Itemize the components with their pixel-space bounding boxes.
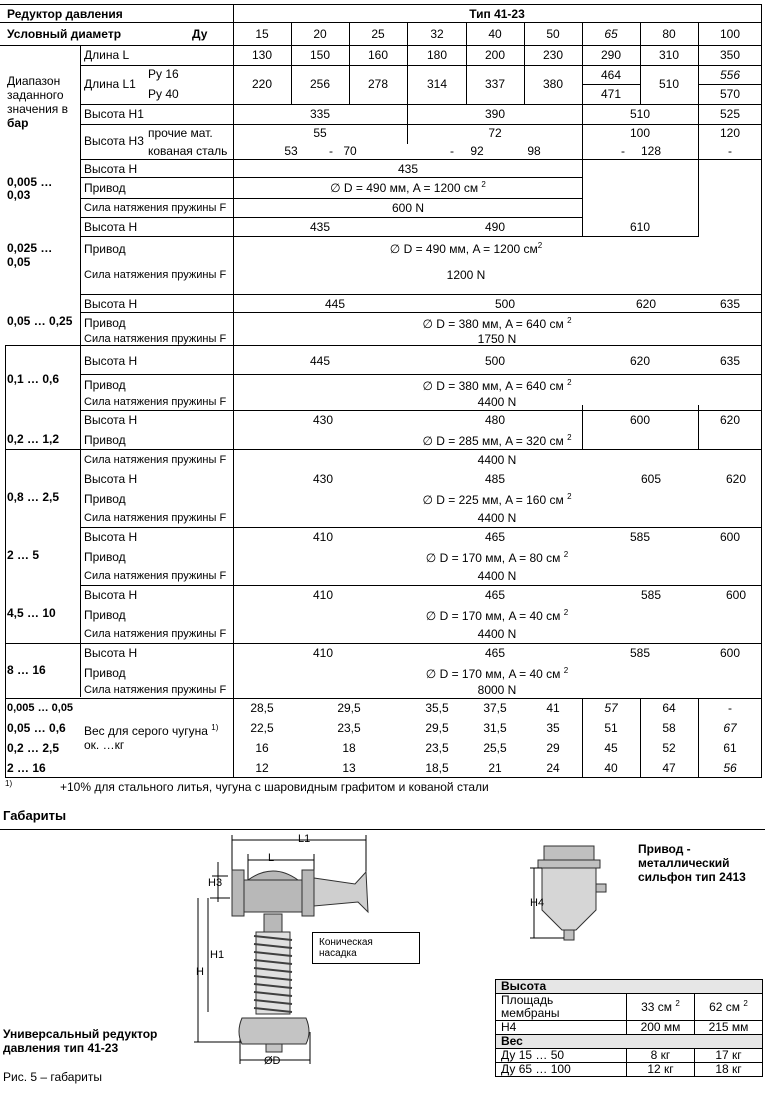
dn-cell: 15 <box>255 27 269 41</box>
range-value: 4,5 … 10 <box>7 606 56 620</box>
weight-cell: 12 <box>255 761 269 775</box>
weight-cell: 18,5 <box>425 761 449 775</box>
height-cell: 620 <box>629 354 651 368</box>
length-cell: 256 <box>309 77 331 91</box>
length-cell: 380 <box>542 77 564 91</box>
grid-line <box>5 345 6 777</box>
height-cell: 635 <box>719 354 741 368</box>
table-header: Вес <box>496 1035 763 1049</box>
table-cell: Площадь мембраны <box>496 994 627 1021</box>
grid-line <box>582 405 583 449</box>
weight-unit-label: ок. …кг <box>84 738 125 752</box>
spring-force-value: 8000 N <box>477 683 517 697</box>
height-h-label: Высота H <box>84 162 138 176</box>
height-cell: 92 <box>470 144 484 158</box>
range-value: 0,03 <box>7 188 31 202</box>
height-cell: 480 <box>484 413 506 427</box>
dim-l-label: L <box>268 852 275 864</box>
drive-label: Привод <box>84 433 126 447</box>
table-cell: Ду 65 … 100 <box>496 1063 627 1077</box>
length-l-label: Длина L <box>84 48 130 62</box>
weight-cell: 31,5 <box>483 721 507 735</box>
spring-force-value: 600 N <box>391 201 425 215</box>
spring-force-label: Сила натяжения пружины F <box>84 269 227 281</box>
dim-l1-label: L1 <box>298 833 311 845</box>
drive-value: ∅ D = 170 мм, A = 40 см $^2$ <box>425 608 569 623</box>
height-cell: - <box>329 144 333 158</box>
grid-line <box>80 217 583 218</box>
table-cell: 200 мм <box>627 1021 695 1035</box>
height-h-label: Высота H <box>84 646 138 660</box>
dn-cell: 32 <box>430 27 444 41</box>
weight-cell: 52 <box>662 741 676 755</box>
drive-value: ∅ D = 490 мм, A = 1200 $см^2$ <box>389 241 543 256</box>
grid-line <box>80 410 762 411</box>
grid-line <box>698 84 762 85</box>
weight-cell: 25,5 <box>483 741 507 755</box>
height-cell: 620 <box>719 413 741 427</box>
height-cell: 120 <box>719 126 741 140</box>
length-cell: 150 <box>309 48 331 62</box>
height-cell: 485 <box>484 472 506 486</box>
weight-cell: 56 <box>723 761 737 775</box>
range-label: Диапазон <box>7 74 61 88</box>
bellows-spec-table <box>495 979 763 1077</box>
table-cell: 18 кг <box>695 1063 763 1077</box>
grid-line <box>80 65 762 66</box>
weight-cell: 40 <box>604 761 618 775</box>
drive-value: ∅ D = 490 мм, A = 1200 см $^2$ <box>330 180 486 195</box>
type-label: Тип 41-23 <box>469 7 525 21</box>
weight-cell: 22,5 <box>250 721 274 735</box>
dn-cell: 25 <box>371 27 385 41</box>
height-cell: 430 <box>312 413 334 427</box>
weight-range: 0,005 … 0,05 <box>7 702 74 714</box>
length-cell: 570 <box>719 87 741 101</box>
spring-force-label: Сила натяжения пружины F <box>84 333 227 345</box>
grid-line <box>80 312 762 313</box>
height-cell: 445 <box>309 354 331 368</box>
height-cell: 70 <box>343 144 357 158</box>
weight-cell: 28,5 <box>250 701 274 715</box>
weight-cell: - <box>728 701 732 715</box>
grid-line <box>582 84 640 85</box>
height-cell: - <box>450 144 454 158</box>
grid-line <box>80 198 583 199</box>
grid-line <box>80 45 81 697</box>
grid-line <box>466 22 467 104</box>
dim-h1-label: H1 <box>210 949 225 961</box>
height-cell: 635 <box>719 297 741 311</box>
grid-line <box>640 22 641 104</box>
table-cell: Ду 15 … 50 <box>496 1049 627 1063</box>
height-cell: 335 <box>309 107 331 121</box>
height-cell: 128 <box>640 144 662 158</box>
length-cell: 471 <box>600 87 622 101</box>
range-value: 0,8 … 2,5 <box>7 490 60 504</box>
grid-line <box>80 104 762 105</box>
grid-line <box>5 449 762 450</box>
height-cell: 585 <box>629 530 651 544</box>
weight-cell: 13 <box>342 761 356 775</box>
height-h-label: Высота H <box>84 530 138 544</box>
length-l1-label: Длина L1 <box>84 77 136 91</box>
drive-label: Привод <box>84 550 126 564</box>
length-cell: 350 <box>719 48 741 62</box>
bellows-title: Привод - <box>638 842 691 856</box>
height-h3-label: Высота H3 <box>84 134 144 148</box>
h3-other-label: прочие мат. <box>148 126 213 140</box>
length-cell: 278 <box>367 77 389 91</box>
weight-cell: 24 <box>546 761 560 775</box>
length-cell: 314 <box>426 77 448 91</box>
dn-cell: 80 <box>662 27 676 41</box>
weight-range: 0,05 … 0,6 <box>7 721 66 735</box>
weight-label: Вес для серого чугуна $^{1)}$ <box>84 723 219 738</box>
range-value: 0,005 … <box>7 175 53 189</box>
range-value: 8 … 16 <box>7 663 46 677</box>
grid-line <box>0 4 762 5</box>
range-value: 2 … 5 <box>7 548 40 562</box>
weight-range: 2 … 16 <box>7 761 46 775</box>
bellows-title: сильфон тип 2413 <box>638 870 746 884</box>
du-label: Ду <box>192 27 208 41</box>
weight-cell: 29,5 <box>425 721 449 735</box>
grid-line <box>582 698 583 777</box>
height-cell: 72 <box>488 126 502 140</box>
h3-forged-label: кованая сталь <box>148 144 228 158</box>
range-value: 0,05 <box>7 255 31 269</box>
dimensions-heading: Габариты <box>3 808 67 823</box>
height-h1-label: Высота H1 <box>84 107 144 121</box>
spring-force-value: 1200 N <box>446 268 486 282</box>
grid-line <box>761 4 762 777</box>
height-cell: 490 <box>484 220 506 234</box>
length-cell: 556 <box>719 68 741 82</box>
length-cell: 510 <box>658 77 680 91</box>
height-cell: - <box>621 144 625 158</box>
height-cell: 610 <box>629 220 651 234</box>
grid-line <box>80 236 699 237</box>
footnote-mark: 1) <box>5 779 13 788</box>
dim-h4-label: H4 <box>530 897 545 909</box>
grid-line <box>0 22 762 23</box>
weight-cell: 51 <box>604 721 618 735</box>
drive-value: ∅ D = 285 мм, A = 320 см $^2$ <box>422 433 572 448</box>
grid-line <box>698 405 699 449</box>
grid-line <box>80 585 762 586</box>
spring-force-value: 4400 N <box>477 627 517 641</box>
grid-line <box>233 4 234 777</box>
grid-line <box>80 159 762 160</box>
grid-line <box>291 22 292 104</box>
height-cell: 465 <box>484 646 506 660</box>
range-label: заданного <box>7 88 64 102</box>
grid-line <box>80 374 762 375</box>
dn-cell: 50 <box>546 27 560 41</box>
spring-force-value: 4400 N <box>477 453 517 467</box>
grid-line <box>524 22 525 104</box>
footnote-text: +10% для стального литья, чугуна с шаровидным графитом и кованой стали <box>60 780 489 794</box>
height-h-label: Высота H <box>84 297 138 311</box>
height-cell: 390 <box>484 107 506 121</box>
height-cell: 410 <box>312 588 334 602</box>
nominal-diameter-label: Условный диаметр <box>7 27 122 41</box>
weight-cell: 18 <box>342 741 356 755</box>
dn-cell: 100 <box>719 27 741 41</box>
weight-cell: 57 <box>604 701 618 715</box>
length-cell: 180 <box>426 48 448 62</box>
py16-label: Py 16 <box>148 67 179 81</box>
spring-force-label: Сила натяжения пружины F <box>84 512 227 524</box>
spring-force-label: Сила натяжения пружины F <box>84 628 227 640</box>
height-cell: 445 <box>324 297 346 311</box>
table-cell: 17 кг <box>695 1049 763 1063</box>
weight-range: 0,2 … 2,5 <box>7 741 60 755</box>
length-cell: 200 <box>484 48 506 62</box>
height-cell: 600 <box>629 413 651 427</box>
dn-cell: 40 <box>488 27 502 41</box>
grid-line <box>698 22 699 104</box>
weight-cell: 23,5 <box>337 721 361 735</box>
drive-value: ∅ D = 170 мм, A = 40 см $^2$ <box>425 666 569 681</box>
weight-cell: 35,5 <box>425 701 449 715</box>
drive-label: Привод <box>84 492 126 506</box>
height-cell: 465 <box>484 530 506 544</box>
drive-value: ∅ D = 225 мм, A = 160 см $^2$ <box>422 492 572 507</box>
height-cell: 465 <box>484 588 506 602</box>
height-cell: 585 <box>640 588 662 602</box>
bellows-drawing <box>524 838 614 946</box>
length-cell: 464 <box>600 68 622 82</box>
table-cell: 33 см $^2$ <box>627 994 695 1021</box>
height-cell: 620 <box>635 297 657 311</box>
weight-cell: 37,5 <box>483 701 507 715</box>
weight-cell: 61 <box>723 741 737 755</box>
range-value: 0,1 … 0,6 <box>7 372 60 386</box>
dn-cell: 65 <box>604 27 618 41</box>
length-cell: 310 <box>658 48 680 62</box>
height-h-label: Высота H <box>84 472 138 486</box>
weight-cell: 23,5 <box>425 741 449 755</box>
length-cell: 160 <box>367 48 389 62</box>
grid-line <box>80 124 762 125</box>
range-label: значения в <box>7 102 69 116</box>
grid-line <box>407 22 408 104</box>
height-h-label: Высота H <box>84 354 138 368</box>
drive-label: Привод <box>84 378 126 392</box>
range-value: 0,025 … <box>7 241 53 255</box>
table-cell: 8 кг <box>627 1049 695 1063</box>
spring-force-value: 1750 N <box>477 332 517 346</box>
table-cell: 12 кг <box>627 1063 695 1077</box>
weight-cell: 45 <box>604 741 618 755</box>
drive-label: Привод <box>84 242 126 256</box>
height-cell: 100 <box>629 126 651 140</box>
height-cell: 410 <box>312 530 334 544</box>
dim-od-label: ØD <box>264 1055 281 1067</box>
grid-line <box>80 294 762 295</box>
height-cell: 500 <box>484 354 506 368</box>
spring-force-value: 4400 N <box>477 511 517 525</box>
py40-label: Py 40 <box>148 87 179 101</box>
range-unit: бар <box>7 116 29 130</box>
height-cell: 585 <box>629 646 651 660</box>
grid-line <box>640 698 641 777</box>
height-h-label: Высота H <box>84 413 138 427</box>
height-cell: 98 <box>527 144 541 158</box>
figure-title: Универсальный редуктор <box>3 1027 158 1041</box>
spring-force-label: Сила натяжения пружины F <box>84 396 227 408</box>
table-cell: H4 <box>496 1021 627 1035</box>
weight-cell: 41 <box>546 701 560 715</box>
height-cell: 430 <box>312 472 334 486</box>
weight-cell: 35 <box>546 721 560 735</box>
dim-h3-label: H3 <box>208 877 223 889</box>
drive-label: Привод <box>84 316 126 330</box>
grid-line <box>5 643 762 644</box>
grid-line <box>349 22 350 104</box>
weight-cell: 29,5 <box>337 701 361 715</box>
grid-line <box>5 777 762 778</box>
drive-value: ∅ D = 170 мм, A = 80 см $^2$ <box>425 550 569 565</box>
length-cell: 220 <box>251 77 273 91</box>
weight-cell: 64 <box>662 701 676 715</box>
height-cell: 53 <box>284 144 298 158</box>
cone-nozzle-label: Коническая насадка <box>312 932 420 964</box>
range-value: 0,2 … 1,2 <box>7 432 60 446</box>
height-cell: 525 <box>719 107 741 121</box>
length-cell: 337 <box>484 77 506 91</box>
height-cell: 55 <box>313 126 327 140</box>
length-cell: 130 <box>251 48 273 62</box>
height-cell: - <box>728 144 732 158</box>
grid-line <box>80 527 762 528</box>
figure-caption: Рис. 5 – габариты <box>3 1070 102 1084</box>
dim-h-label: H <box>196 966 204 978</box>
table-cell: 62 см $^2$ <box>695 994 763 1021</box>
height-h-label: Высота H <box>84 588 138 602</box>
grid-line <box>582 22 583 104</box>
range-value: 0,05 … 0,25 <box>7 314 73 328</box>
height-cell: 600 <box>719 530 741 544</box>
spring-force-label: Сила натяжения пружины F <box>84 454 227 466</box>
spring-force-label: Сила натяжения пружины F <box>84 570 227 582</box>
spring-force-value: 4400 N <box>477 395 517 409</box>
height-cell: 600 <box>719 646 741 660</box>
table-title: Редуктор давления <box>7 7 123 21</box>
height-cell: 500 <box>494 297 516 311</box>
grid-line <box>5 698 762 699</box>
length-cell: 290 <box>600 48 622 62</box>
grid-line <box>698 698 699 777</box>
height-cell: 600 <box>725 588 747 602</box>
table-header: Высота <box>496 980 763 994</box>
weight-cell: 47 <box>662 761 676 775</box>
bellows-title: металлический <box>638 856 730 870</box>
weight-cell: 67 <box>723 721 737 735</box>
height-cell: 620 <box>725 472 747 486</box>
weight-cell: 21 <box>488 761 502 775</box>
weight-cell: 58 <box>662 721 676 735</box>
drive-value: ∅ D = 380 мм, A = 640 см $^2$ <box>422 316 572 331</box>
length-cell: 230 <box>542 48 564 62</box>
drive-label: Привод <box>84 666 126 680</box>
height-cell: 435 <box>309 220 331 234</box>
spring-force-value: 4400 N <box>477 569 517 583</box>
table-cell: 215 мм <box>695 1021 763 1035</box>
section-divider <box>0 829 765 830</box>
dn-cell: 20 <box>313 27 327 41</box>
figure-title: давления тип 41-23 <box>3 1041 119 1055</box>
drive-label: Привод <box>84 608 126 622</box>
grid-line <box>0 45 762 46</box>
height-cell: 605 <box>640 472 662 486</box>
weight-cell: 29 <box>546 741 560 755</box>
weight-cell: 16 <box>255 741 269 755</box>
height-h-label: Высота H <box>84 220 138 234</box>
spring-force-label: Сила натяжения пружины F <box>84 684 227 696</box>
spring-force-label: Сила натяжения пружины F <box>84 202 227 214</box>
grid-line <box>80 177 583 178</box>
height-cell: 510 <box>629 107 651 121</box>
drive-value: ∅ D = 380 мм, A = 640 см $^2$ <box>422 378 572 393</box>
height-cell: 410 <box>312 646 334 660</box>
height-cell: 435 <box>397 162 419 176</box>
drive-label: Привод <box>84 181 126 195</box>
